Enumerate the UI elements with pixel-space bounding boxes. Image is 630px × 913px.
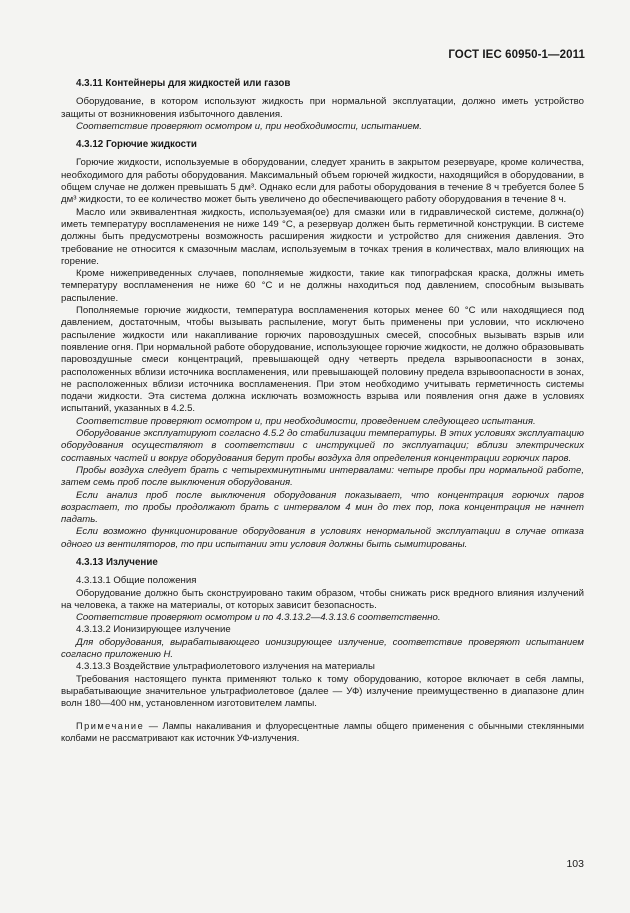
compliance-paragraph: Соответствие проверяют осмотром и, при необходимости, проведением следующего испытания. xyxy=(76,415,536,427)
paragraph: Кроме нижеприведенных случаев, пополняемые жидкости, такие как типографская краска, должны иметь температуру воспламенения не ниже 60 °С и не должны находиться под давлением, способным вызывать распыление. xyxy=(61,268,584,304)
subsection-title: 4.3.13.3 Воздействие ультрафиолетового излучения на материалы xyxy=(76,661,375,673)
test-paragraph: Оборудование эксплуатируют согласно 4.5.2 до стабилизации температуры. В этих условиях эксплуатацию оборудования осуществляют в соответствии с инструкцией по эксплуатации; вблизи электрических составных частей и вокруг оборудования берут пробы воздуха для определения концентрации горючих паров. xyxy=(61,428,584,464)
compliance-paragraph: Для оборудования, вырабатывающего ионизирующее излучение, соответствие проверяют испытанием согласно приложению Н. xyxy=(61,636,584,661)
compliance-paragraph: Соответствие проверяют осмотром и по 4.3.13.2—4.3.13.6 соответственно. xyxy=(76,612,441,624)
note-label: Примечание xyxy=(76,720,145,731)
subsection-title: 4.3.13.2 Ионизирующее излучение xyxy=(76,624,231,636)
test-paragraph: Если возможно функционирование оборудования в условиях ненормальной эксплуатации в случае отказа одного из вентиляторов, то при испытании эти условия должны быть сымитированы. xyxy=(61,526,584,550)
note-text: — Лампы накаливания и флуоресцентные лампы общего применения с обычными стеклянными колбами не рассматривают как источник УФ-излучения. xyxy=(61,720,584,743)
page-content xyxy=(61,78,584,744)
paragraph: Масло или эквивалентная жидкость, используемая(ое) для смазки или в гидравлической системе, должна(о) иметь температуру воспламенения не ниже 149 °С, а резервуар должен быть герметичной конструкции. В системе должны быть предусмотрены возможность расширения жидкости и устройство для снижения давления. Это требование не относится к смазочным маслам, используемым в точках трения в количествах, мало влияющих на горение. xyxy=(61,206,584,267)
standard-header: ГОСТ IEC 60950-1—2011 xyxy=(448,49,585,61)
paragraph: Требования настоящего пункта применяют только к тому оборудованию, которое включает в себя лампы, вырабатывающие значительное ультрафиолетовое (далее — УФ) излучение преимущественно в диапазоне длин волн 180—400 нм, установленном изготовителем лампы. xyxy=(61,673,584,710)
subsection-title: 4.3.13.1 Общие положения xyxy=(76,575,197,587)
paragraph: Оборудование, в котором используют жидкость при нормальной эксплуатации, должно иметь устройство защиты от возникновения избыточного давления. xyxy=(61,96,584,120)
section-heading-4-3-12: 4.3.12 Горючие жидкости xyxy=(76,139,197,151)
test-paragraph: Если анализ проб после выключения оборудования показывает, что концентрация горючих паров возрастает, то пробы продолжают брать с интервалом 4 мин до тех пор, пока концентрация не начнет падать. xyxy=(61,489,584,526)
section-heading-4-3-13: 4.3.13 Излучение xyxy=(76,556,158,568)
paragraph: Пополняемые горючие жидкости, температура воспламенения которых менее 60 °С или находящиеся под давлением, достаточным, чтобы вызывать распыление, могут быть применены при условии, что исключено распыление жидкости или накапливание горючих паровоздушных смесей, способных вызывать взрыв или появление огня. При нормальной работе оборудование, использующее горючие жидкости, не должно образовывать паровоздушные смеси концентраций, превышающей одну четверть предела взрывоопасности в зонах, расположенных вблизи источника воспламенения, или превышающей половину предела взрывоопасности в зонах, не расположенных вблизи источника воспламенения. При этом необходимо учитывать герметичность системы подачи жидкости. Эта система должна исключать возможность взрыва или появления огня даже в условиях испытаний, указанных в 4.2.5. xyxy=(61,305,584,415)
note-paragraph xyxy=(61,720,584,745)
page-number: 103 xyxy=(566,858,584,870)
compliance-paragraph: Соответствие проверяют осмотром и, при необходимости, испытанием. xyxy=(76,120,422,132)
test-paragraph: Пробы воздуха следует брать с четырехминутными интервалами: четыре пробы при нормальной работе, затем семь проб после выключения оборудования. xyxy=(61,464,584,489)
paragraph: Оборудование должно быть сконструировано таким образом, чтобы снижать риск вредного влияния излучений на человека, а также на материалы, от которых зависит безопасность. xyxy=(61,587,584,611)
section-heading-4-3-11: 4.3.11 Контейнеры для жидкостей или газов xyxy=(76,78,291,89)
paragraph: Горючие жидкости, используемые в оборудовании, следует хранить в закрытом резервуаре, кроме количества, необходимого для работы оборудования. Максимальный объем горючей жидкости, находящийся в оборудовании, в общем случае не должен превышать 5 дм³. Однако если для работы оборудования в течение 8 ч требуется более 5 дм³ жидкости, то ее количество может быть увеличено до обеспечивающего работу оборудования в течение 8 ч. xyxy=(61,157,584,206)
